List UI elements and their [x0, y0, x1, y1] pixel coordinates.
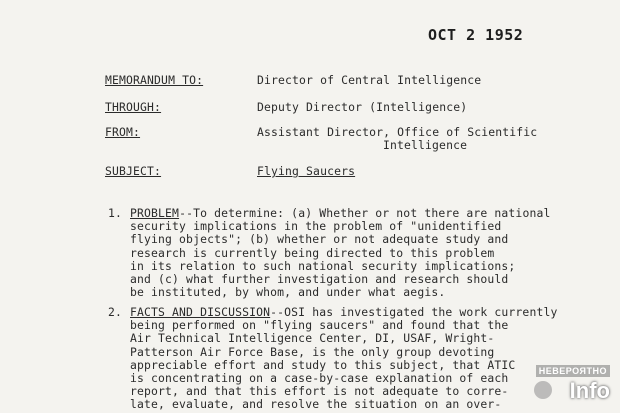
watermark-top-text: НЕВЕРОЯТНО [536, 365, 610, 377]
from-label: FROM: [105, 125, 141, 139]
from-value-line1: Assistant Director, Office of Scientific [257, 125, 538, 139]
paragraph-line: is concentrating on a case-by-case explanation of each [130, 370, 509, 385]
subject-value: Flying Saucers [257, 164, 356, 178]
paragraph-line: security implications in the problem of "unidentified [130, 219, 502, 234]
section-2-heading: FACTS AND DISCUSSION [130, 305, 271, 319]
paragraph-line: late, evaluate, and resolve the situation on an over- [130, 397, 502, 412]
subject-label: SUBJECT: [105, 164, 162, 178]
section-1-heading: PROBLEM [130, 206, 180, 220]
through-label: THROUGH: [105, 100, 162, 114]
document-date: OCT 2 1952 [428, 26, 524, 44]
section-1-body [130, 207, 550, 299]
paragraph-line: flying objects"; (b) whether or not adequate study and [130, 232, 509, 247]
paragraph-line: Air Technical Intelligence Center, DI, USAF, Wright- [130, 331, 495, 346]
memorandum-to-label: MEMORANDUM TO: [105, 73, 204, 87]
paragraph-line: in its relation to such national security implications; [130, 258, 516, 273]
memorandum-to-value: Director of Central Intelligence [257, 73, 482, 87]
section-2-number: 2. [108, 305, 123, 319]
from-value-line2: Intelligence [383, 138, 468, 152]
paragraph-line: report, and that this effort is not adequate to corre- [130, 384, 509, 399]
watermark-logo-text: Info [569, 378, 610, 403]
section-1-number: 1. [108, 206, 123, 220]
watermark-circle-icon [534, 381, 552, 399]
paragraph-line: appreciable effort and study to this subject, that ATIC [130, 357, 516, 372]
paragraph-line: Patterson Air Force Base, is the only group devoting [130, 344, 495, 359]
through-value: Deputy Director (Intelligence) [257, 100, 468, 114]
paragraph-line: --To determine: (a) Whether or not there are national [179, 206, 551, 220]
paragraph-line: being performed on "flying saucers" and found that the [130, 318, 509, 333]
paragraph-line: --OSI has investigated the work currently [270, 305, 558, 319]
paragraph-line: be instituted, by whom, and under what aegis. [130, 285, 446, 300]
paragraph-line: and (c) what further investigation and research should [130, 271, 509, 286]
section-2-body [130, 306, 557, 412]
paragraph-line: research is currently being directed to this problem [130, 245, 495, 260]
site-watermark [504, 365, 612, 405]
